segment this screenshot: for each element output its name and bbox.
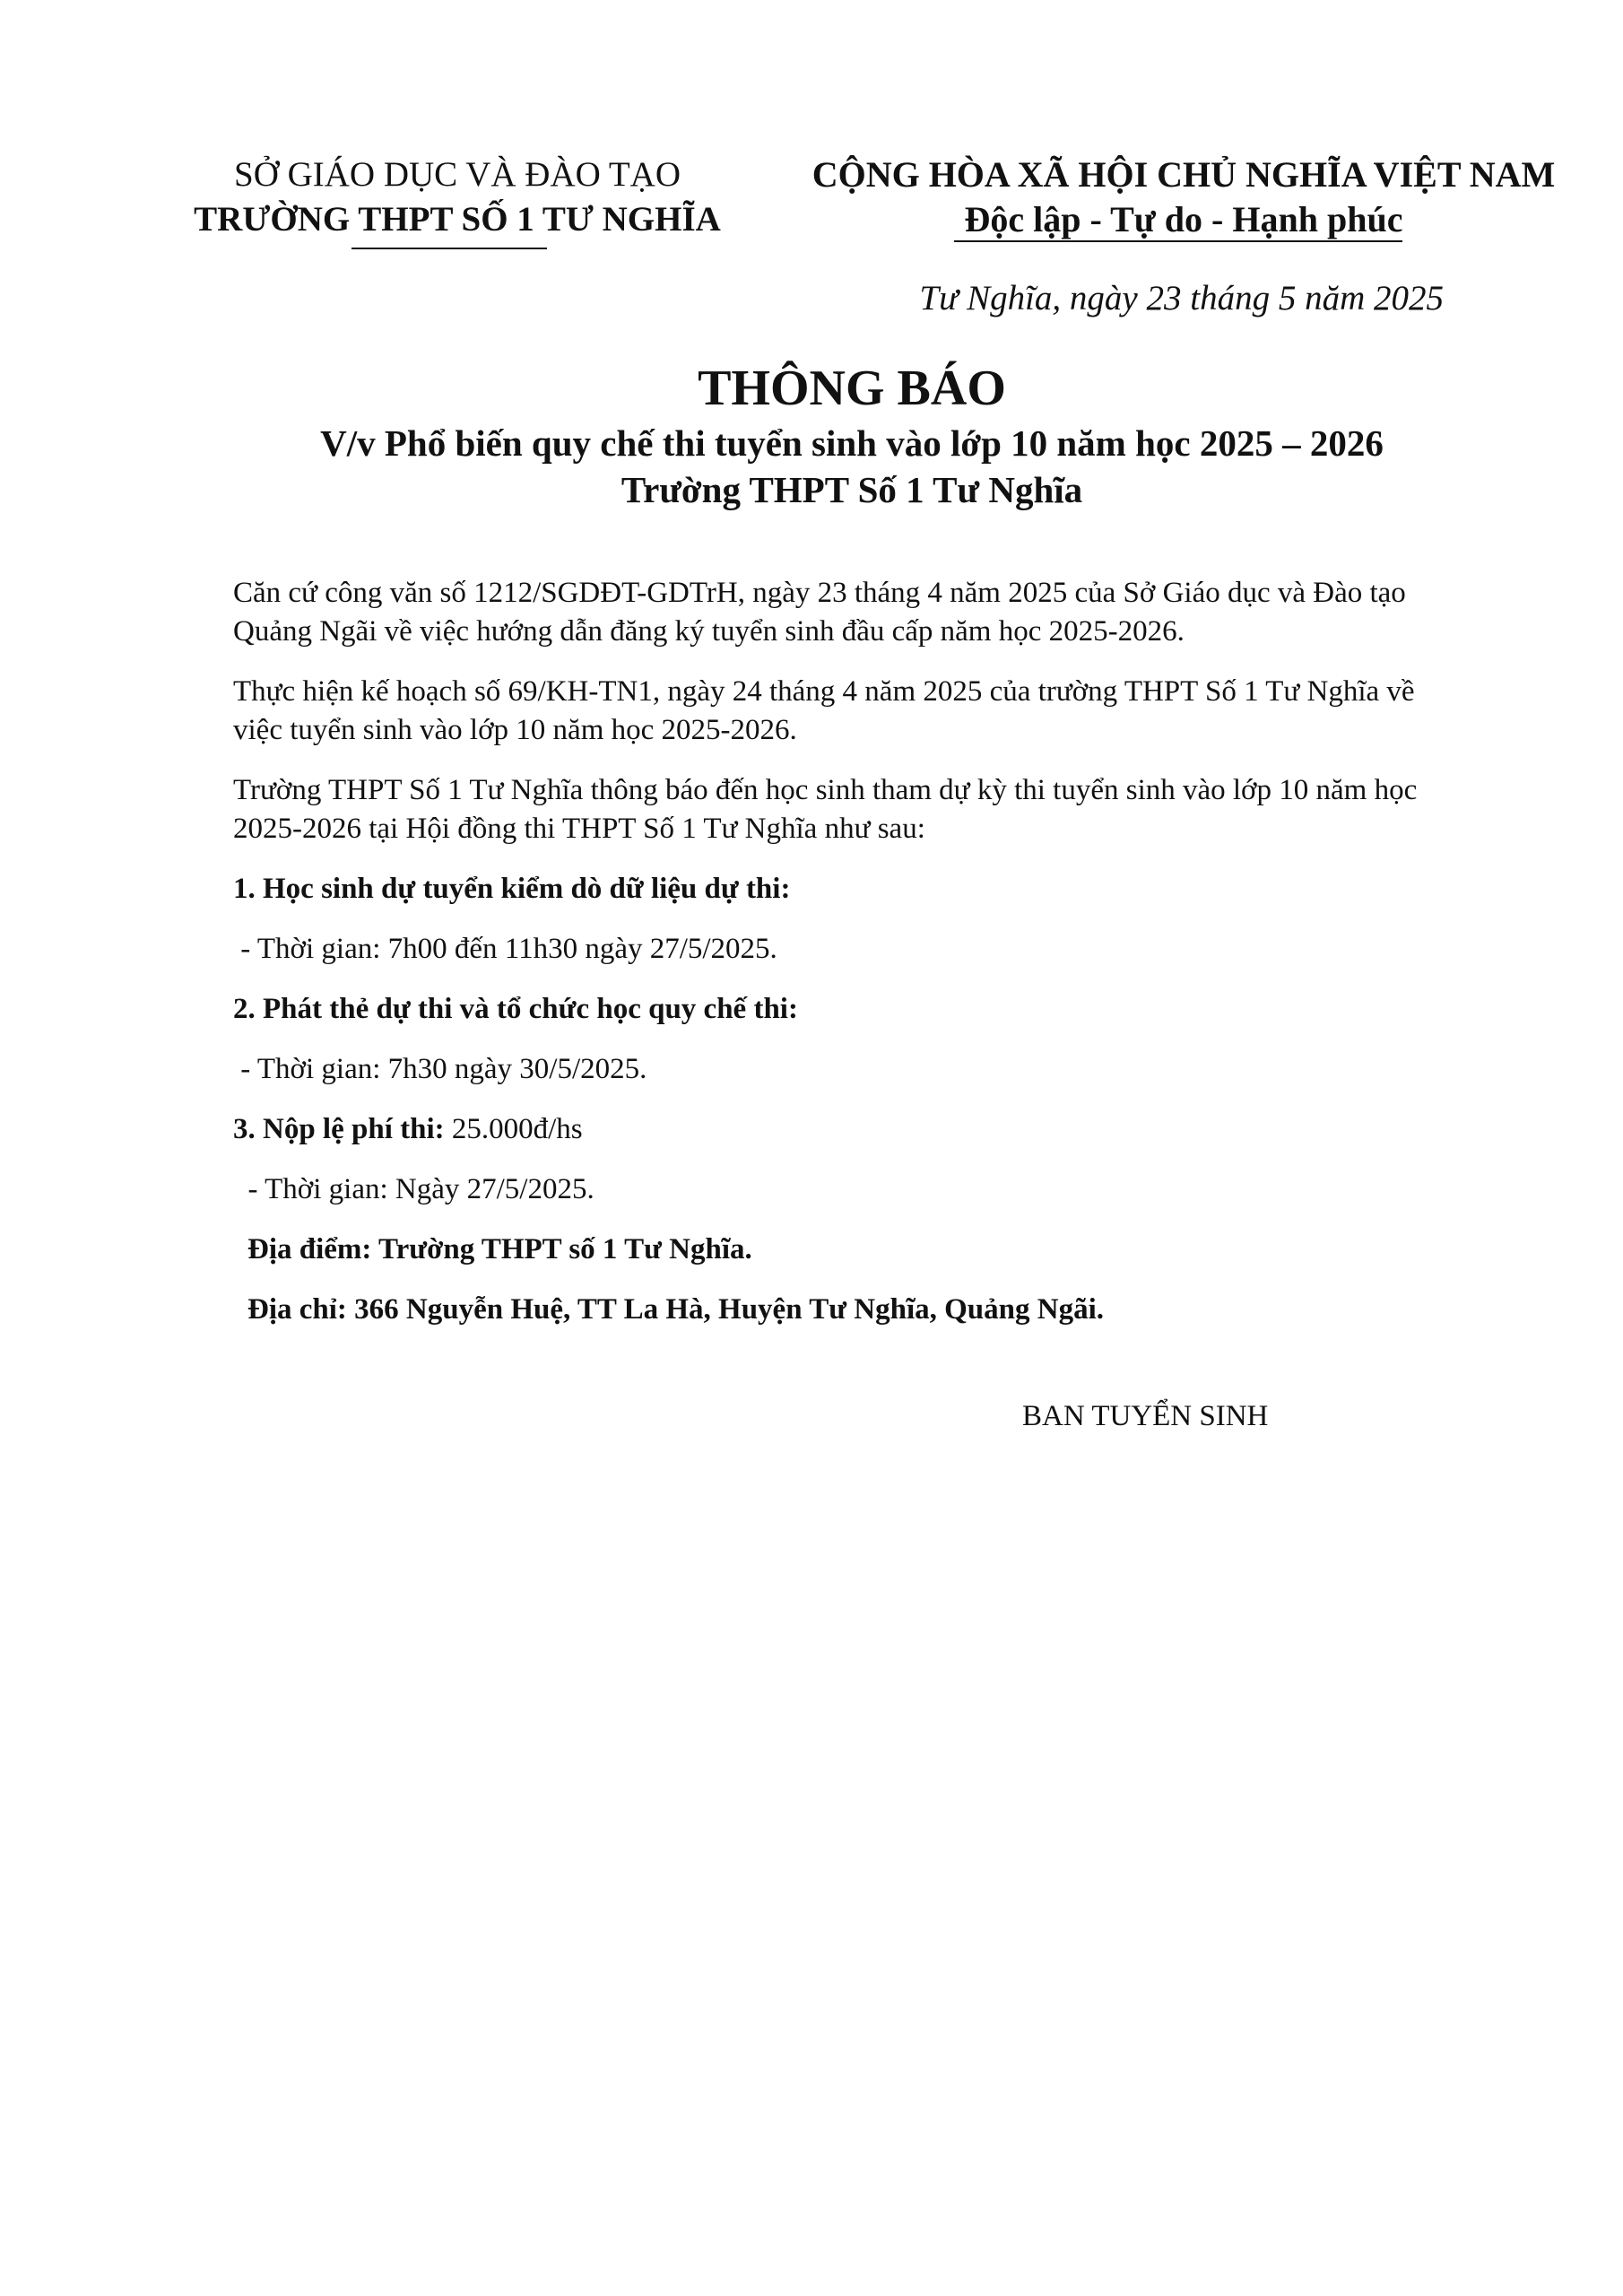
- section-1-heading: 1. Học sinh dự tuyển kiểm dò dữ liệu dự thi:: [233, 873, 791, 905]
- school-name: TRƯỜNG THPT SỐ 1 TƯ NGHĨA: [194, 200, 721, 239]
- address: Địa chỉ: 366 Nguyễn Huệ, TT La Hà, Huyện Tư Nghĩa, Quảng Ngãi.: [247, 1293, 1104, 1326]
- location: Địa điểm: Trường THPT số 1 Tư Nghĩa.: [247, 1233, 752, 1265]
- section-3-heading: 3. Nộp lệ phí thi:: [233, 1113, 445, 1145]
- subtitle-line-2: Trường THPT Số 1 Tư Nghĩa: [621, 469, 1083, 510]
- signature: BAN TUYỂN SINH: [1022, 1400, 1269, 1432]
- section-2-heading: 2. Phát thẻ dự thi và tổ chức học quy chế thi:: [233, 993, 798, 1025]
- place-date: Tư Nghĩa, ngày 23 tháng 5 năm 2025: [919, 279, 1444, 317]
- department-name: SỞ GIÁO DỤC VÀ ĐÀO TẠO: [234, 155, 681, 194]
- country-name: CỘNG HÒA XÃ HỘI CHỦ NGHĨA VIỆT NAM: [812, 154, 1556, 195]
- document-subtitle: [90, 420, 1614, 513]
- document-body: [233, 574, 1453, 1351]
- section-3-time: - Thời gian: Ngày 27/5/2025.: [233, 1173, 595, 1205]
- header-right-underline: [954, 240, 1402, 242]
- header-left-underline: [352, 248, 547, 249]
- section-3-fee: 25.000đ/hs: [444, 1113, 583, 1145]
- paragraph-announcement: Trường THPT Số 1 Tư Nghĩa thông báo đến học sinh tham dự kỳ thi tuyển sinh vào lớp 10 năm học 2025-2026 tại Hội đồng thi THPT Số 1 Tư Nghĩa như sau:: [233, 774, 1418, 845]
- section-2-time: - Thời gian: 7h30 ngày 30/5/2025.: [233, 1053, 647, 1085]
- subtitle-line-1: V/v Phổ biến quy chế thi tuyển sinh vào lớp 10 năm học 2025 – 2026: [320, 422, 1384, 464]
- section-3-line: [233, 1110, 1453, 1149]
- section-1-time: - Thời gian: 7h00 đến 11h30 ngày 27/5/2025.: [233, 933, 777, 965]
- document-title: THÔNG BÁO: [698, 361, 1006, 416]
- national-motto: Độc lập - Tự do - Hạnh phúc: [964, 199, 1403, 239]
- paragraph-basis: Căn cứ công văn số 1212/SGDĐT-GDTrH, ngày 23 tháng 4 năm 2025 của Sở Giáo dục và Đào tạo Quảng Ngãi về việc hướng dẫn đăng ký tuyển sinh đầu cấp năm học 2025-2026.: [233, 577, 1406, 648]
- header-right: [789, 152, 1578, 242]
- paragraph-plan: Thực hiện kế hoạch số 69/KH-TN1, ngày 24 tháng 4 năm 2025 của trường THPT Số 1 Tư Nghĩa về việc tuyển sinh vào lớp 10 năm học 2025-2026.: [233, 675, 1415, 746]
- header-left: [170, 152, 744, 242]
